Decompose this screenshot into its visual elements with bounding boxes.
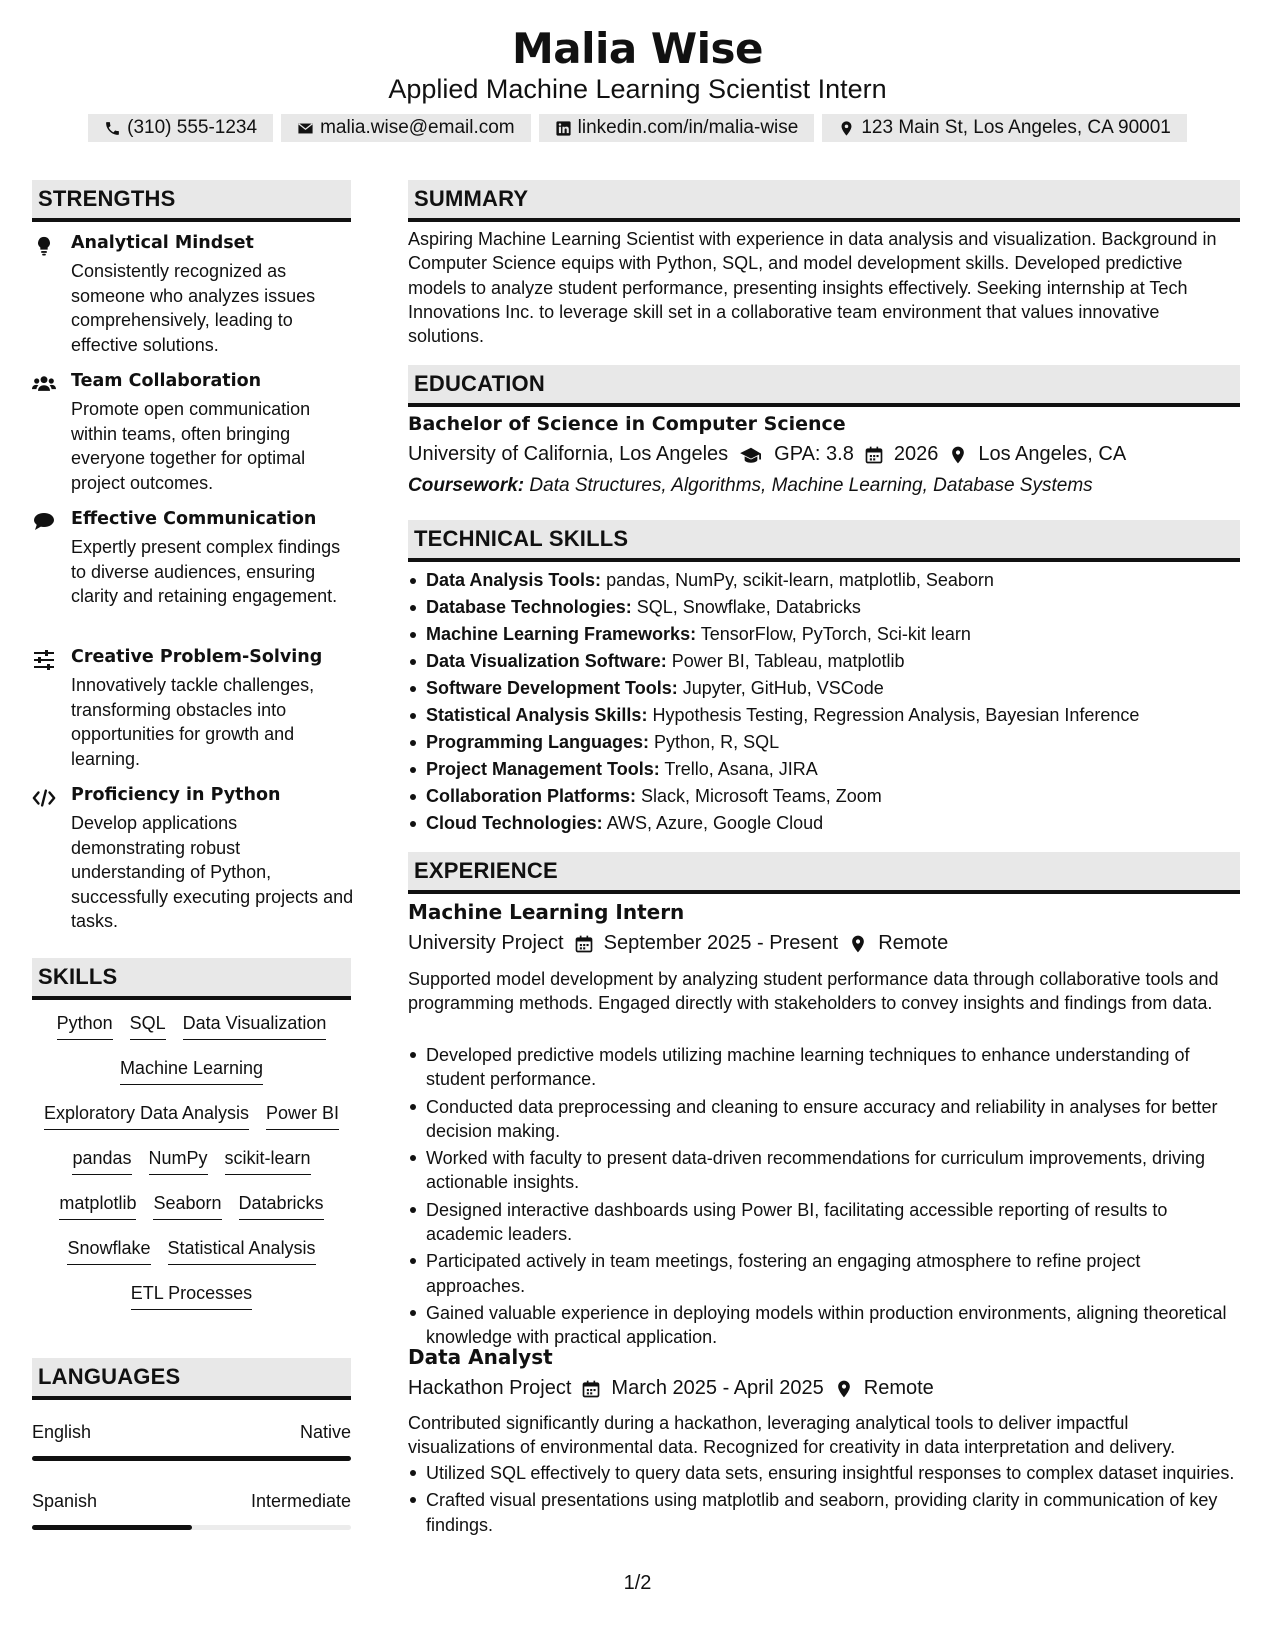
technical-skill-item — [408, 622, 1240, 649]
language-proficiency-fill — [32, 1456, 351, 1461]
job-title: Machine Learning Intern — [408, 900, 685, 924]
sliders-icon — [32, 649, 56, 671]
skill-tag: Databricks — [239, 1193, 324, 1220]
education-meta — [408, 443, 1240, 466]
technical-skill-item — [408, 757, 1240, 784]
education-gpa: GPA: 3.8 — [774, 443, 854, 465]
skill-tag: Snowflake — [67, 1238, 150, 1265]
candidate-title: Applied Machine Learning Scientist Intern — [388, 74, 887, 104]
contact-email[interactable] — [281, 114, 531, 142]
contact-address — [822, 114, 1187, 142]
education-coursework — [408, 475, 1240, 497]
technical-skill-item — [408, 595, 1240, 622]
technical-skill-value: SQL, Snowflake, Databricks — [636, 597, 861, 617]
technical-skill-value: Slack, Microsoft Teams, Zoom — [641, 786, 882, 806]
technical-skill-label: Collaboration Platforms: — [426, 786, 637, 806]
job-location: Remote — [863, 1377, 934, 1399]
education-location: Los Angeles, CA — [978, 443, 1127, 465]
skill-tag: SQL — [130, 1013, 166, 1040]
technical-skill-label: Statistical Analysis Skills: — [426, 705, 648, 725]
job-dates: September 2025 - Present — [603, 932, 839, 954]
map-pin-icon — [834, 1379, 854, 1399]
languages-heading: LANGUAGES — [32, 1358, 351, 1400]
skill-tag: Machine Learning — [120, 1058, 263, 1085]
language-level: Native — [299, 1422, 351, 1442]
language-name: Spanish — [32, 1491, 98, 1511]
strength-title: Team Collaboration — [71, 371, 262, 391]
job-bullet: Crafted visual presentations using matplotlib and seaborn, providing clarity in communication of key findings. — [408, 1488, 1240, 1537]
skill-tag: Data Visualization — [183, 1013, 327, 1040]
job-org: Hackathon Project — [408, 1377, 572, 1399]
language-proficiency-fill — [32, 1525, 192, 1530]
job-org: University Project — [408, 932, 564, 954]
technical-skill-label: Database Technologies: — [426, 597, 632, 617]
language-proficiency-bar — [32, 1456, 351, 1461]
skill-tag: ETL Processes — [131, 1283, 252, 1310]
job-bullet: Developed predictive models utilizing machine learning techniques to enhance understanding of student performance. — [408, 1043, 1240, 1092]
technical-skills-heading: TECHNICAL SKILLS — [408, 520, 1240, 562]
page-indicator: 1/2 — [623, 1572, 652, 1594]
experience-heading: EXPERIENCE — [408, 852, 1240, 894]
strength-title: Analytical Mindset — [71, 233, 254, 253]
skill-tag: NumPy — [149, 1148, 208, 1175]
technical-skill-value: Power BI, Tableau, matplotlib — [671, 651, 905, 671]
strength-title: Creative Problem-Solving — [71, 647, 323, 667]
envelope-icon — [297, 120, 314, 137]
education-degree: Bachelor of Science in Computer Science — [408, 413, 846, 435]
technical-skill-label: Data Analysis Tools: — [426, 570, 602, 590]
skills-row — [32, 1058, 351, 1085]
skill-tag: scikit-learn — [225, 1148, 311, 1175]
technical-skills-list — [408, 568, 1240, 838]
skills-row — [32, 1103, 351, 1130]
job-bullet: Gained valuable experience in deploying models within production environments, aligning theoretical knowledge with practical application. — [408, 1301, 1240, 1350]
strengths-heading: STRENGTHS — [32, 180, 351, 222]
technical-skill-value: AWS, Azure, Google Cloud — [606, 813, 824, 833]
technical-skill-label: Data Visualization Software: — [426, 651, 667, 671]
skills-row — [32, 1193, 351, 1220]
strength-desc: Promote open communication within teams, often bringing everyone together for optimal project outcomes. — [71, 399, 311, 493]
technical-skill-item — [408, 730, 1240, 757]
map-pin-icon — [848, 934, 868, 954]
job-bullet: Worked with faculty to present data-driven recommendations for curriculum improvements, driving actionable insights. — [408, 1146, 1240, 1195]
lightbulb-icon — [32, 235, 56, 257]
technical-skill-item — [408, 568, 1240, 595]
strength-desc: Expertly present complex findings to diverse audiences, ensuring clarity and retaining engagement. — [71, 537, 341, 606]
strength-title: Effective Communication — [71, 509, 317, 529]
skill-tag: Seaborn — [153, 1193, 221, 1220]
technical-skill-value: TensorFlow, PyTorch, Sci-kit learn — [700, 624, 971, 644]
skill-tag: Exploratory Data Analysis — [44, 1103, 249, 1130]
users-icon — [32, 373, 56, 395]
contact-phone-text: (310) 555-1234 — [127, 117, 258, 138]
technical-skill-label: Project Management Tools: — [426, 759, 660, 779]
skill-tag: Python — [57, 1013, 113, 1040]
job-bullet: Conducted data preprocessing and cleaning to ensure accuracy and reliability in analyses for better decision making. — [408, 1095, 1240, 1144]
technical-skill-value: Jupyter, GitHub, VSCode — [682, 678, 884, 698]
job-bullet: Participated actively in team meetings, fostering an engaging atmosphere to refine project approaches. — [408, 1249, 1240, 1298]
contact-bar — [0, 114, 1275, 142]
speech-bubble-icon — [32, 511, 56, 533]
graduation-cap-icon — [738, 445, 764, 465]
job-title: Data Analyst — [408, 1345, 553, 1369]
technical-skill-label: Cloud Technologies: — [426, 813, 603, 833]
calendar-icon — [864, 445, 884, 465]
technical-skill-label: Programming Languages: — [426, 732, 650, 752]
contact-address-text: 123 Main St, Los Angeles, CA 90001 — [861, 117, 1171, 138]
job-bullets — [408, 1461, 1240, 1540]
job-summary: Contributed significantly during a hackathon, leveraging analytical tools to deliver impactful visualizations of environmental data. Recognized for creativity in data interpretation and delivery. — [408, 1413, 1176, 1458]
technical-skill-value: Python, R, SQL — [654, 732, 780, 752]
technical-skill-label: Machine Learning Frameworks: — [426, 624, 697, 644]
technical-skill-item — [408, 811, 1240, 838]
summary-heading: SUMMARY — [408, 180, 1240, 222]
language-proficiency-bar — [32, 1525, 351, 1530]
language-name: English — [32, 1422, 92, 1442]
technical-skill-item — [408, 649, 1240, 676]
contact-phone — [88, 114, 273, 142]
education-heading: EDUCATION — [408, 365, 1240, 407]
skill-tag: Power BI — [266, 1103, 339, 1130]
job-summary: Supported model development by analyzing student performance data through collaborative tools and programming methods. Engaged directly with stakeholders to convey insights and findings from data. — [408, 969, 1219, 1014]
skills-row — [32, 1148, 351, 1175]
technical-skill-value: Hypothesis Testing, Regression Analysis, Bayesian Inference — [652, 705, 1140, 725]
job-location: Remote — [878, 932, 949, 954]
technical-skill-label: Software Development Tools: — [426, 678, 678, 698]
education-school: University of California, Los Angeles — [408, 443, 729, 465]
skill-tag: matplotlib — [59, 1193, 136, 1220]
education-year: 2026 — [893, 443, 939, 465]
job-bullet: Designed interactive dashboards using Power BI, facilitating accessible reporting of results to academic leaders. — [408, 1198, 1240, 1247]
strength-desc: Consistently recognized as someone who analyzes issues comprehensively, leading to effective solutions. — [71, 261, 316, 355]
strength-title: Proficiency in Python — [71, 785, 281, 805]
technical-skill-value: Trello, Asana, JIRA — [664, 759, 818, 779]
contact-linkedin[interactable] — [539, 114, 815, 142]
map-pin-icon — [948, 445, 968, 465]
technical-skill-item — [408, 676, 1240, 703]
contact-linkedin-text: linkedin.com/in/malia-wise — [577, 117, 799, 138]
skills-heading: SKILLS — [32, 958, 351, 1000]
skill-tag: pandas — [72, 1148, 131, 1175]
coursework-label: Coursework: — [408, 475, 525, 496]
calendar-icon — [574, 934, 594, 954]
skills-row — [32, 1013, 351, 1040]
skills-row — [32, 1283, 351, 1310]
job-meta — [408, 1377, 1240, 1400]
job-bullet: Utilized SQL effectively to query data sets, ensuring insightful responses to complex dataset inquiries. — [408, 1461, 1240, 1485]
technical-skill-item — [408, 703, 1240, 730]
job-bullets — [408, 1043, 1240, 1353]
skill-tag: Statistical Analysis — [168, 1238, 316, 1265]
candidate-name: Malia Wise — [511, 24, 764, 73]
technical-skill-value: pandas, NumPy, scikit-learn, matplotlib, Seaborn — [606, 570, 994, 590]
skills-row — [32, 1238, 351, 1265]
language-level: Intermediate — [250, 1491, 351, 1511]
calendar-icon — [581, 1379, 601, 1399]
strength-desc: Develop applications demonstrating robust understanding of Python, successfully executing projects and tasks. — [71, 813, 354, 931]
phone-icon — [104, 120, 121, 137]
technical-skill-item — [408, 784, 1240, 811]
summary-text: Aspiring Machine Learning Scientist with experience in data analysis and visualization. Background in Computer Science equips with Python, SQL, and model development skills. Developed predictive models to analyze student performance, presenting insights effectively. Seeking internship at Tech Innovations Inc. to leverage skill set in a collaborative team environment that values innovative solutions. — [408, 229, 1217, 347]
strength-desc: Innovatively tackle challenges, transforming obstacles into opportunities for growth and learning. — [71, 675, 315, 769]
job-meta — [408, 932, 1240, 955]
code-icon — [32, 787, 56, 809]
map-pin-icon — [838, 120, 855, 137]
coursework-list: Data Structures, Algorithms, Machine Learning, Database Systems — [529, 475, 1093, 496]
job-dates: March 2025 - April 2025 — [611, 1377, 824, 1399]
contact-email-text: malia.wise@email.com — [320, 117, 515, 138]
linkedin-icon — [555, 120, 572, 137]
